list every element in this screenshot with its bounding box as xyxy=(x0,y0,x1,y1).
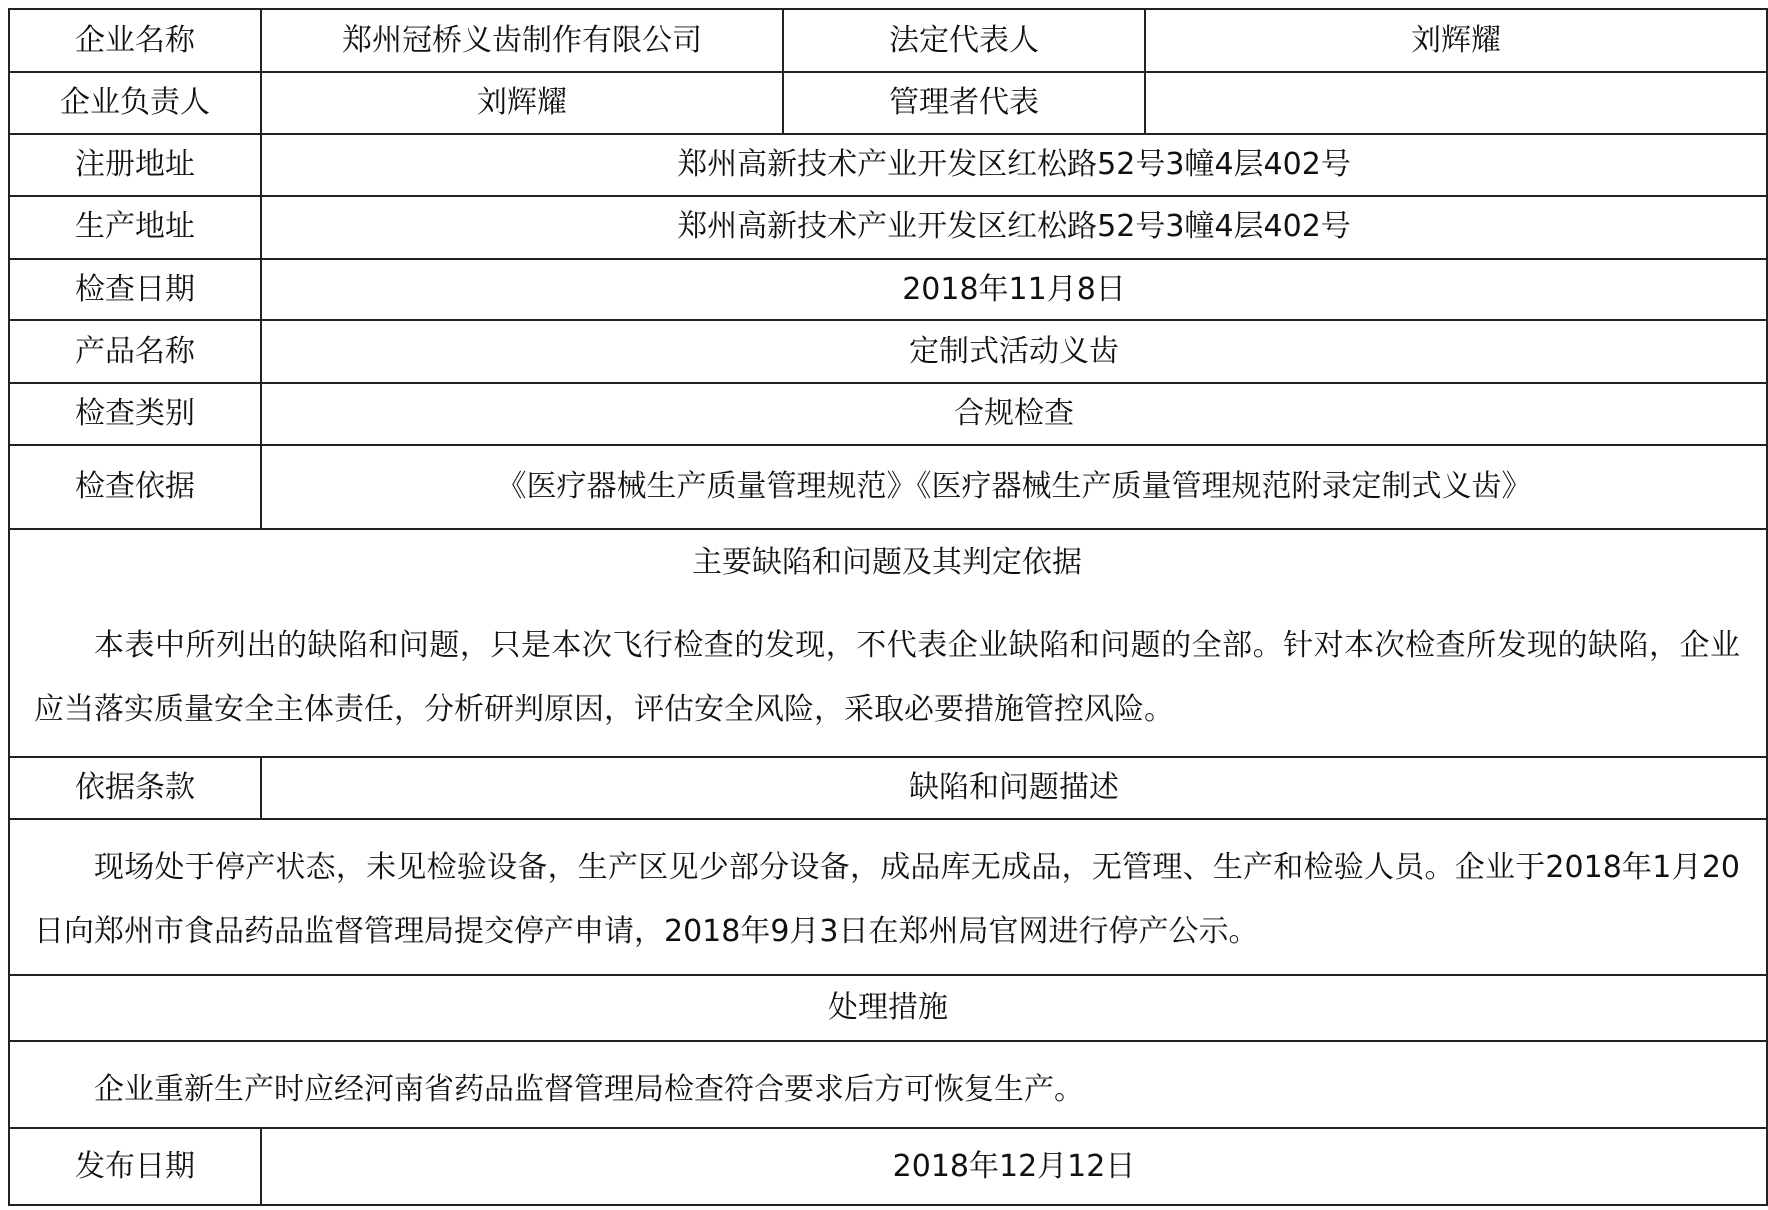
row-measures xyxy=(9,1041,1767,1128)
inspection-record-table xyxy=(8,8,1768,1206)
reg-address-label: 注册地址 xyxy=(9,134,261,196)
measures-label: 处理措施 xyxy=(9,975,1767,1041)
mgmt-rep-value xyxy=(1145,72,1767,134)
row-product-name xyxy=(9,320,1767,383)
product-name-value: 定制式活动义齿 xyxy=(261,320,1767,383)
inspection-date-value: 2018年11月8日 xyxy=(261,259,1767,321)
mgmt-rep-label: 管理者代表 xyxy=(783,72,1145,134)
findings-cell xyxy=(9,529,1767,757)
inspection-date-label: 检查日期 xyxy=(9,259,261,321)
row-basis xyxy=(9,445,1767,529)
row-publish-date xyxy=(9,1128,1767,1205)
publish-date-label: 发布日期 xyxy=(9,1128,261,1205)
row-description xyxy=(9,819,1767,975)
basis-label: 检查依据 xyxy=(9,445,261,529)
row-inspection-type xyxy=(9,383,1767,445)
reg-address-value: 郑州高新技术产业开发区红松路52号3幢4层402号 xyxy=(261,134,1767,196)
responsible-value: 刘辉耀 xyxy=(261,72,783,134)
legal-rep-value: 刘辉耀 xyxy=(1145,9,1767,72)
prod-address-value: 郑州高新技术产业开发区红松路52号3幢4层402号 xyxy=(261,196,1767,259)
row-inspection-date xyxy=(9,259,1767,321)
description-cell xyxy=(9,819,1767,975)
row-measures-header xyxy=(9,975,1767,1041)
row-company xyxy=(9,9,1767,72)
responsible-label: 企业负责人 xyxy=(9,72,261,134)
description-label: 缺陷和问题描述 xyxy=(261,757,1767,819)
row-responsible xyxy=(9,72,1767,134)
row-findings xyxy=(9,529,1767,757)
row-reg-address xyxy=(9,134,1767,196)
product-name-label: 产品名称 xyxy=(9,320,261,383)
row-clause-header xyxy=(9,757,1767,819)
inspection-type-label: 检查类别 xyxy=(9,383,261,445)
company-name-label: 企业名称 xyxy=(9,9,261,72)
measures-text: 企业重新生产时应经河南省药品监督管理局检查符合要求后方可恢复生产。 xyxy=(94,1071,1084,1107)
measures-cell xyxy=(9,1041,1767,1128)
findings-title: 主要缺陷和问题及其判定依据 xyxy=(692,545,1082,581)
inspection-type-value: 合规检查 xyxy=(261,383,1767,445)
basis-value: 《医疗器械生产质量管理规范》《医疗器械生产质量管理规范附录定制式义齿》 xyxy=(261,445,1767,529)
prod-address-label: 生产地址 xyxy=(9,196,261,259)
company-name-value: 郑州冠桥义齿制作有限公司 xyxy=(261,9,783,72)
publish-date-value: 2018年12月12日 xyxy=(261,1128,1767,1205)
findings-intro: 本表中所列出的缺陷和问题，只是本次飞行检查的发现，不代表企业缺陷和问题的全部。针对本次检查所发现的缺陷，企业应当落实质量安全主体责任，分析研判原因，评估安全风险，采取必要措施管控风险。 xyxy=(34,627,1740,727)
row-prod-address xyxy=(9,196,1767,259)
description-text: 现场处于停产状态，未见检验设备，生产区见少部分设备，成品库无成品，无管理、生产和检验人员。企业于2018年1月20日向郑州市食品药品监督管理局提交停产申请，2018年9月3日在郑州局官网进行停产公示。 xyxy=(34,849,1740,949)
legal-rep-label: 法定代表人 xyxy=(783,9,1145,72)
clause-label: 依据条款 xyxy=(9,757,261,819)
